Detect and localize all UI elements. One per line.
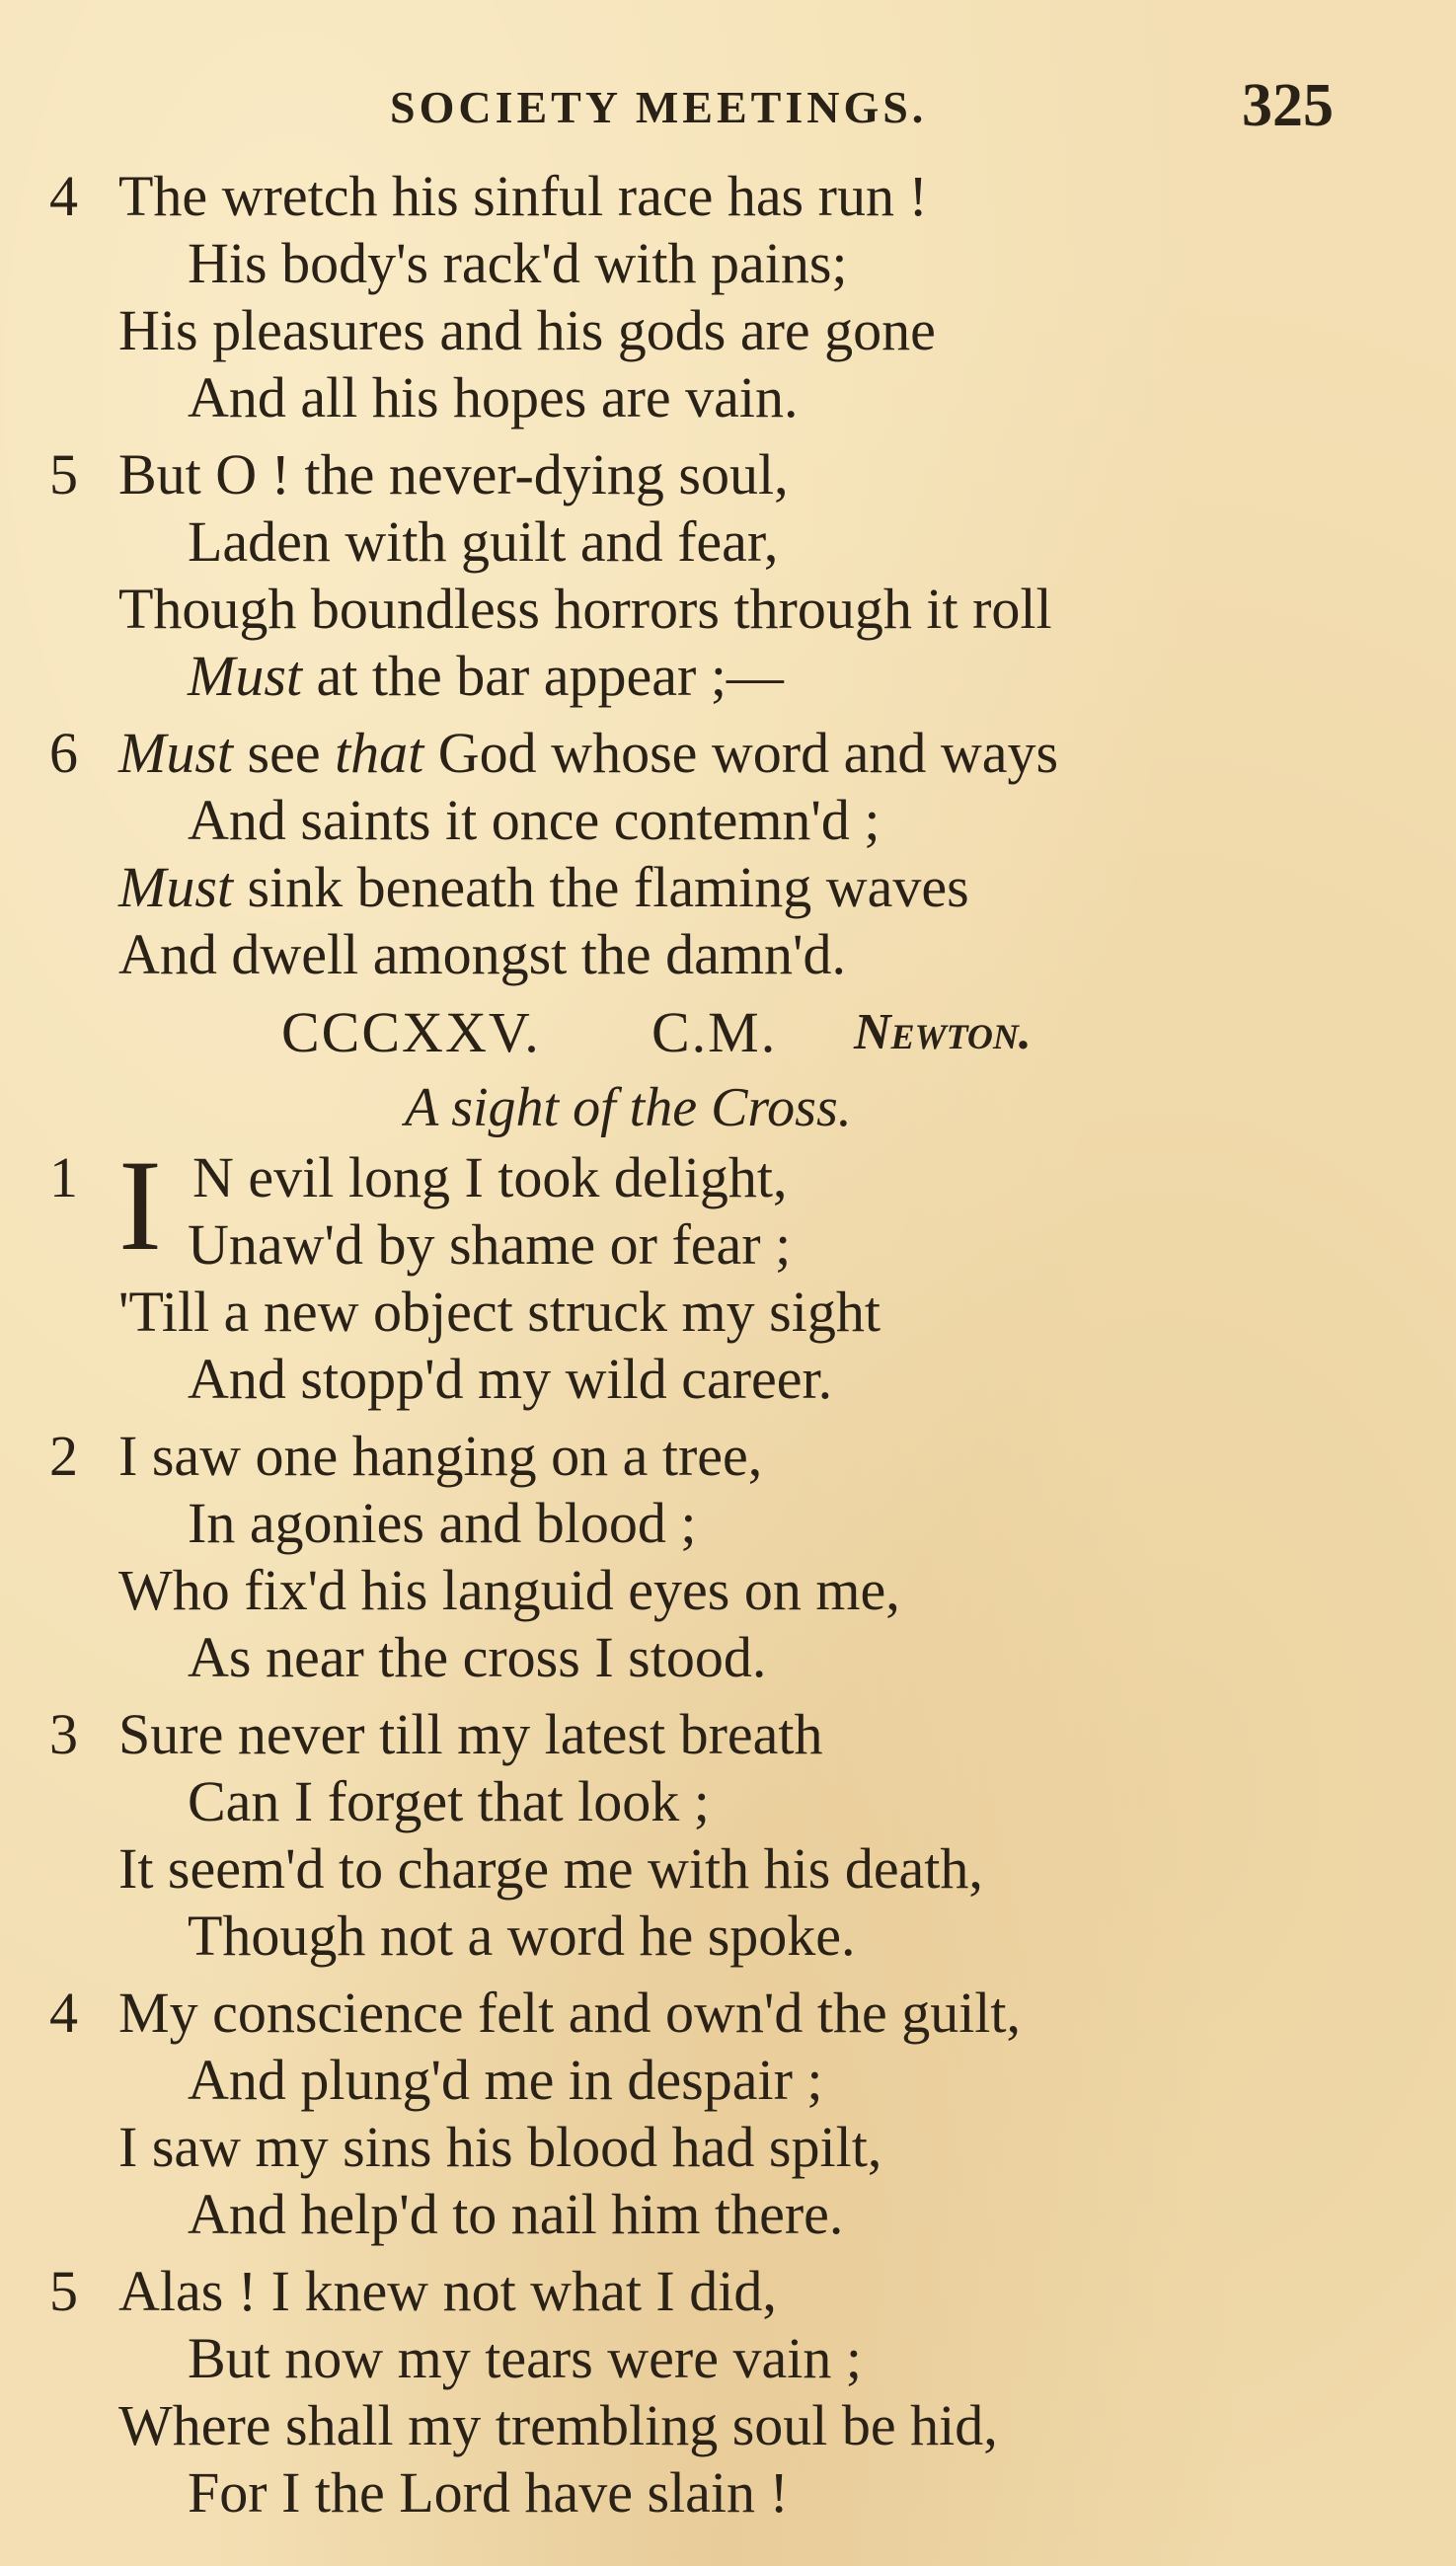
verse-line: I saw one hanging on a tree, <box>118 1424 763 1488</box>
verse-line: Who fix'd his languid eyes on me, <box>118 1558 900 1622</box>
stanza-line <box>49 441 1362 508</box>
hymn-title: A sight of the Cross. <box>405 1077 852 1138</box>
verse-line-part: God whose word and ways <box>437 721 1059 785</box>
stanza-number: 6 <box>49 721 78 785</box>
hymn-title-row <box>49 1071 1362 1144</box>
verse-line-rest: at the bar appear ;— <box>316 644 784 708</box>
verse-line: Where shall my trembling soul be hid, <box>118 2393 998 2457</box>
stanza-number: 4 <box>49 164 78 228</box>
stanza-number: 5 <box>49 442 78 506</box>
stanza-line <box>49 854 1362 921</box>
verse-line: The wretch his sinful race has run ! <box>118 164 928 228</box>
verse-line: Though not a word he spoke. <box>188 1904 856 1968</box>
hymn-meter: C.M. <box>651 1000 778 1064</box>
verse-line: And stopp'd my wild career. <box>188 1347 833 1411</box>
stanza-line <box>49 1279 1362 1346</box>
verse-line-part: see <box>247 721 321 785</box>
verse-line: As near the cross I stood. <box>188 1625 767 1689</box>
stanza-line <box>49 2114 1362 2181</box>
stanza-line <box>49 2459 1362 2527</box>
stanza-line <box>49 1701 1362 1768</box>
italic-emphasis: Must <box>188 644 302 708</box>
verse-line: Sure never till my latest breath <box>118 1702 823 1766</box>
stanza-line <box>49 787 1362 854</box>
verse-line <box>118 720 1058 787</box>
stanza-line <box>49 720 1362 787</box>
verse-line: Can I forget that look ; <box>188 1769 710 1833</box>
stanza-line <box>49 1557 1362 1624</box>
verse-line: For I the Lord have slain ! <box>188 2460 789 2525</box>
stanza-line <box>49 1624 1362 1691</box>
stanza-line <box>49 508 1362 576</box>
stanza-line <box>49 1211 1362 1279</box>
stanza-line <box>49 2181 1362 2248</box>
stanza-line <box>49 2392 1362 2459</box>
verse-line: In agonies and blood ; <box>188 1491 697 1555</box>
stanza-line <box>49 364 1362 431</box>
verse-line: I saw my sins his blood had spilt, <box>118 2115 882 2179</box>
running-head: SOCIETY MEETINGS. <box>390 82 928 132</box>
verse-line: My conscience felt and own'd the guilt, <box>118 1981 1022 2045</box>
italic-emphasis: Must <box>118 721 233 785</box>
stanza-line <box>49 576 1362 643</box>
verse-line: And plung'd me in despair ; <box>188 2048 823 2112</box>
verse-line: But now my tears were vain ; <box>188 2326 862 2390</box>
verse-line: Unaw'd by shame or fear ; <box>188 1212 792 1277</box>
verse-line: Though boundless horrors through it roll <box>118 577 1052 641</box>
verse-line <box>118 854 969 921</box>
stanza-number: 1 <box>49 1145 78 1209</box>
verse-line: And all his hopes are vain. <box>188 365 799 429</box>
drop-cap: I <box>118 1132 162 1278</box>
stanza-line <box>49 1768 1362 1835</box>
verse-line: And saints it once contemn'd ; <box>188 788 881 852</box>
verse-line: Laden with guilt and fear, <box>188 509 779 574</box>
stanza-line <box>49 2258 1362 2325</box>
verse-line: But O ! the never-dying soul, <box>118 442 789 506</box>
stanza-line <box>49 297 1362 364</box>
verse-line: Alas ! I knew not what I did, <box>118 2259 777 2323</box>
stanza-number: 4 <box>49 1981 78 2045</box>
hymn-heading <box>49 994 1362 1071</box>
verse-line: And dwell amongst the damn'd. <box>118 922 846 986</box>
hymn-number: CCCXXV. <box>281 1000 541 1064</box>
stanza-number: 5 <box>49 2259 78 2323</box>
hymn-tune: Newton. <box>854 1004 1032 1060</box>
stanza-line <box>49 1835 1362 1903</box>
verse-line: His body's rack'd with pains; <box>188 231 848 295</box>
stanza-line <box>49 1980 1362 2047</box>
verse-line <box>188 643 784 710</box>
stanza-line <box>49 643 1362 710</box>
verse-line-rest: sink beneath the flaming waves <box>247 855 969 919</box>
stanza-line <box>49 921 1362 988</box>
italic-emphasis: Must <box>118 855 233 919</box>
stanza-line <box>49 163 1362 230</box>
verse-line: And help'd to nail him there. <box>188 2182 844 2246</box>
stanza-number: 3 <box>49 1702 78 1766</box>
verse-line: N evil long I took delight, <box>192 1145 788 1209</box>
stanza-line <box>49 1490 1362 1557</box>
stanza-line <box>49 1346 1362 1413</box>
stanza-line <box>49 2325 1362 2392</box>
italic-emphasis: that <box>335 721 424 785</box>
stanza-number: 2 <box>49 1424 78 1488</box>
stanza-line <box>49 1423 1362 1490</box>
verse-line: It seem'd to charge me with his death, <box>118 1836 983 1901</box>
verse-line: 'Till a new object struck my sight <box>118 1280 881 1344</box>
text-block <box>49 163 1362 2527</box>
verse-line: His pleasures and his gods are gone <box>118 298 936 362</box>
stanza-line <box>49 1903 1362 1970</box>
page-number: 325 <box>1242 72 1334 139</box>
stanza-line <box>49 2047 1362 2114</box>
stanza-line <box>49 230 1362 297</box>
